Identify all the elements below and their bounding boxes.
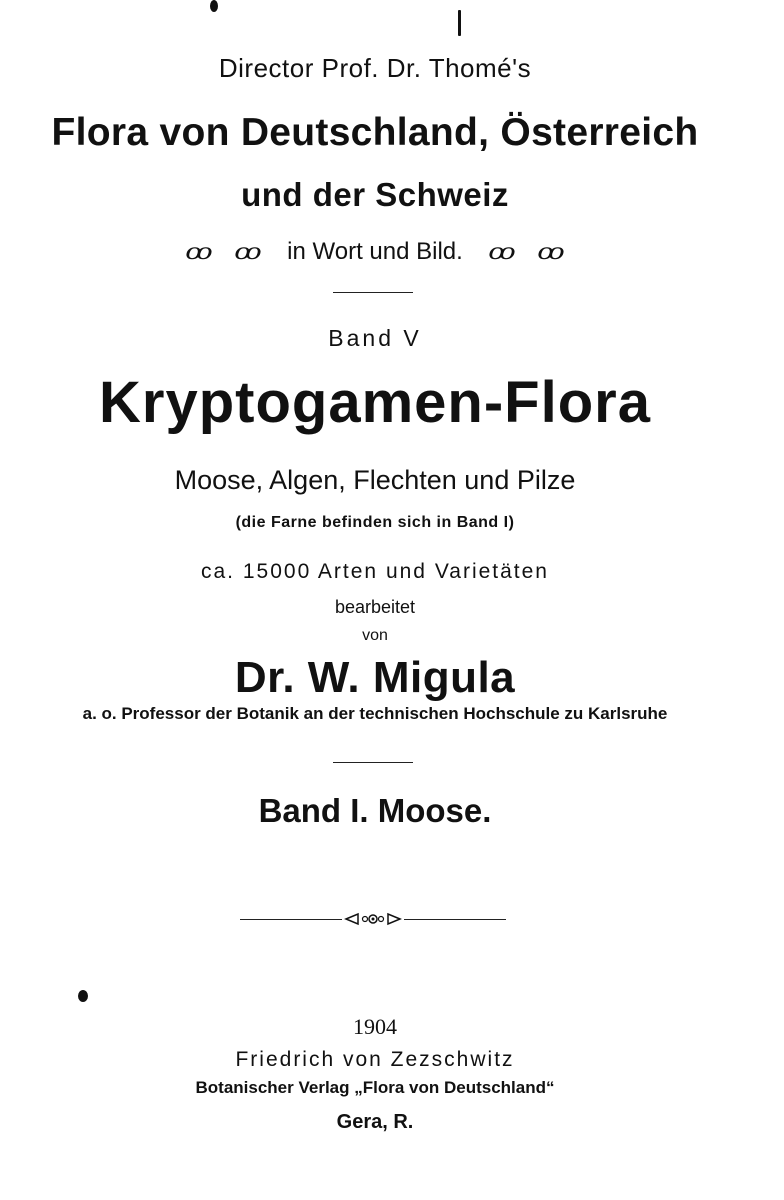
ornament-icon: ꝏ: [537, 240, 565, 265]
divider-rule: [333, 762, 413, 763]
ink-speck: [78, 990, 88, 1002]
author-position: a. o. Professor der Botanik an der technischen Hochschule zu Karlsruhe: [82, 704, 668, 723]
publisher-imprint: Botanischer Verlag „Flora von Deutschland“: [195, 1078, 555, 1097]
species-count-line: ca. 15000 Arten und Varietäten: [201, 560, 549, 583]
contents-line: Moose, Algen, Flechten und Pilze: [174, 465, 576, 495]
part-label: Band I. Moose.: [258, 792, 492, 829]
fleuron-icon: [344, 912, 402, 926]
subtitle-line: [0, 240, 750, 264]
ornament-icon: ꝏ: [488, 240, 517, 265]
ornament-rule-right: [404, 919, 506, 920]
ink-speck: [458, 10, 461, 36]
ink-speck: [210, 0, 218, 12]
ornament-icon: ꝏ: [233, 240, 262, 265]
edited-line: bearbeitet: [334, 597, 416, 617]
author-name: Dr. W. Migula: [234, 653, 516, 702]
publication-place: Gera, R.: [336, 1111, 414, 1133]
divider-rule: [333, 292, 413, 293]
main-title: Kryptogamen-Flora: [99, 370, 651, 435]
publisher-name: Friedrich von Zezschwitz: [235, 1048, 515, 1071]
note-line: (die Farne befinden sich in Band I): [235, 514, 515, 531]
by-line: von: [362, 627, 388, 644]
publication-year: 1904: [353, 1014, 397, 1039]
subtitle-text: in Wort und Bild.: [287, 238, 463, 265]
director-line: Director Prof. Dr. Thomé's: [218, 53, 532, 83]
ornament-rule-left: [240, 919, 342, 920]
title-line-1: Flora von Deutschland, Österreich: [51, 111, 699, 154]
title-line-2: und der Schweiz: [241, 176, 509, 213]
band-label: Band V: [328, 325, 422, 351]
ornament-icon: ꝏ: [185, 240, 213, 265]
